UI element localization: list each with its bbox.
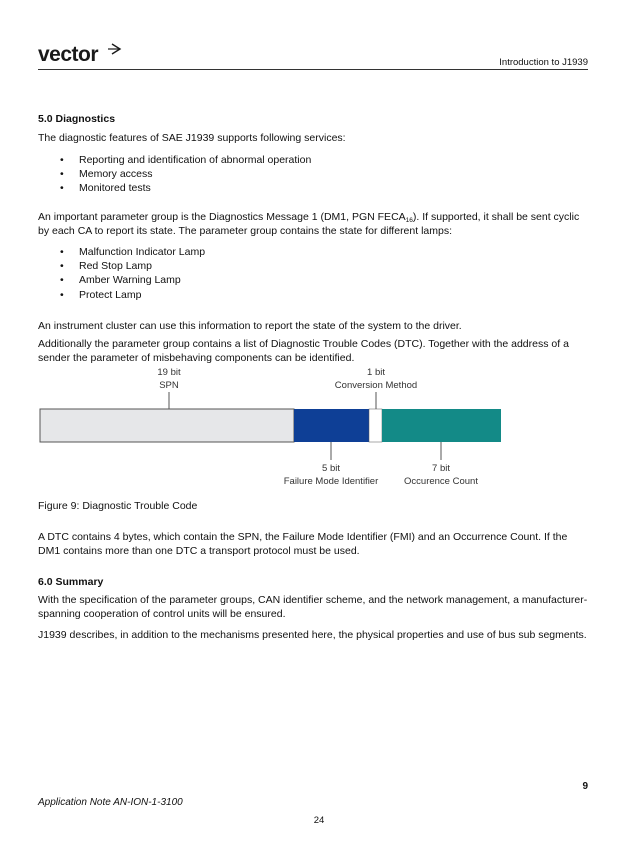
header-divider [38,69,588,70]
vector-logo [38,40,128,68]
figure-caption: Figure 9: Diagnostic Trouble Code [38,500,198,512]
section-heading-summary: 6.0 Summary [38,576,104,588]
spn-label: SPN [159,380,179,391]
header-title: Introduction to J1939 [499,57,588,68]
spn-field [40,409,294,442]
dtc-diagram [0,360,638,495]
fmi-label: Failure Mode Identifier [283,476,379,487]
list-item: • Monitored tests [38,181,590,195]
list-item: • Memory access [38,167,590,181]
diagnostics-intro: The diagnostic features of SAE J1939 supports following services: [38,132,346,144]
oc-field [382,409,501,442]
page-number: 24 [313,815,325,826]
cm-bits-label: 1 bit [367,367,385,378]
services-list [38,153,590,196]
dtc-description: A DTC contains 4 bytes, which contain the SPN, the Failure Mode Identifier (FMI) and an Occurrence Count. If the DM1 contains more than one DTC a transport protocol must be used. [38,531,568,557]
logo-text: vector [38,43,99,66]
section-number: 9 [582,781,588,792]
oc-label: Occurence Count [404,476,478,487]
oc-bits-label: 7 bit [432,463,450,474]
list-item: • Protect Lamp [38,288,590,302]
summary-paragraph-1: With the specification of the parameter groups, CAN identifier scheme, and the network management, a manufacturer-spanning cooperation of control units will be ensured. [38,594,588,620]
cluster-paragraph: An instrument cluster can use this information to report the state of the system to the driver. [38,320,462,332]
list-item: • Red Stop Lamp [38,259,590,273]
dm1-paragraph: An important parameter group is the Diagnostics Message 1 (DM1, PGN $FECA_{16}$). If supported, it shall be sent cyclic by each CA to report its state. The parameter group contains the state for different lamps: [38,211,580,237]
application-note: Application Note AN-ION-1-3100 [38,797,183,808]
lamps-list [38,245,590,302]
list-item: • Malfunction Indicator Lamp [38,245,590,259]
fmi-bits-label: 5 bit [322,463,340,474]
list-item: • Reporting and identification of abnormal operation [38,153,590,167]
dtc-list-paragraph: Additionally the parameter group contains a list of Diagnostic Trouble Codes (DTC). Together with the address of a sender the parameter of misbehaving components can be identified. [38,338,569,364]
cm-field [369,409,382,442]
section-heading-diagnostics: 5.0 Diagnostics [38,113,116,125]
list-item: • Amber Warning Lamp [38,273,590,287]
spn-bits-label: 19 bit [157,367,181,378]
cm-label: Conversion Method [334,380,418,391]
fmi-field [294,409,369,442]
summary-paragraph-2: J1939 describes, in addition to the mechanisms presented here, the physical properties and use of bus sub segments. [38,629,587,641]
